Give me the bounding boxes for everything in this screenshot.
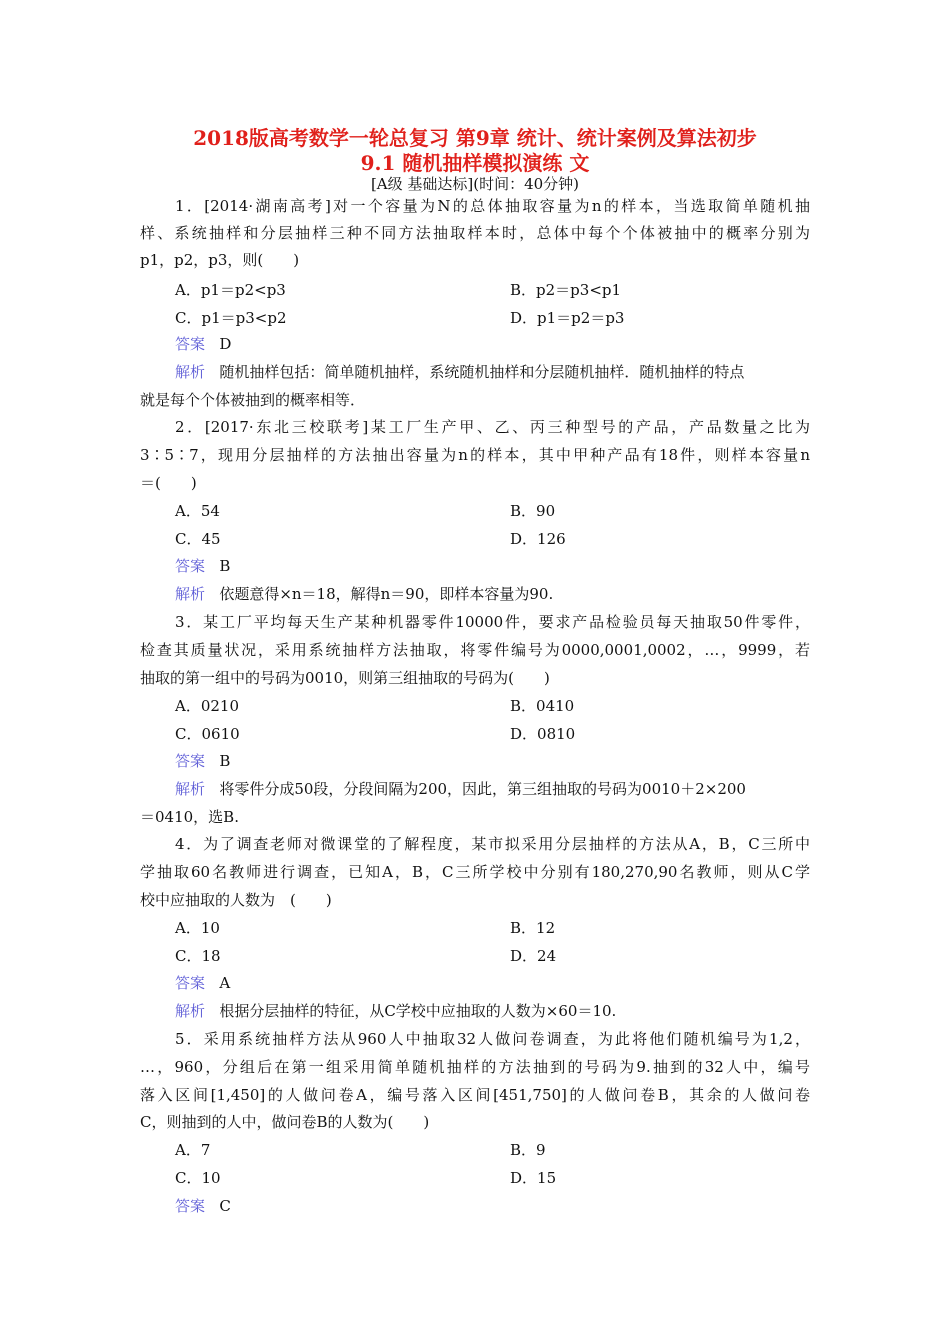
q2-option-d: D．126 — [510, 530, 566, 548]
q2-stem-line3: ＝( ) — [140, 474, 197, 492]
q3-option-a: A．0210 — [175, 697, 240, 715]
q4-answer-row — [175, 973, 230, 993]
q5-stem-line2: …，960，分组后在第一组采用简单随机抽样的方法抽到的号码为9.抽到的32人中，编号 — [140, 1058, 810, 1076]
q5-option-b: B．9 — [510, 1141, 546, 1159]
q4-option-a: A．10 — [175, 919, 220, 937]
q5-stem-line4: C，则抽到的人中，做问卷B的人数为( ) — [140, 1113, 430, 1131]
q3-option-c: C．0610 — [175, 725, 240, 743]
q5-option-d: D．15 — [510, 1169, 557, 1187]
q1-stem-line3: p1，p2，p3，则( ) — [140, 251, 300, 269]
q3-analysis-line2: ＝0410，选B. — [140, 808, 239, 826]
q2-analysis-row1 — [175, 584, 553, 604]
q5-stem-line3: 落入区间[1,450]的人做问卷A，编号落入区间[451,750]的人做问卷B，其余的人做问卷 — [140, 1086, 810, 1104]
q1-analysis-row1 — [175, 362, 810, 382]
q5-option-a: A．7 — [175, 1141, 211, 1159]
q3-stem-line3: 抽取的第一组中的号码为0010，则第三组抽取的号码为( ) — [140, 669, 550, 687]
analysis-label: 解析 — [175, 363, 206, 381]
q5-answer-row — [175, 1196, 231, 1216]
answer-label: 答案 — [175, 752, 206, 770]
q4-stem-line2: 学抽取60名教师进行调查，已知A，B，C三所学校中分别有180,270,90名教师，则从C学 — [140, 863, 810, 881]
q3-option-b: B．0410 — [510, 697, 575, 715]
q1-option-d: D．p1＝p2＝p3 — [510, 309, 625, 327]
q2-option-b: B．90 — [510, 502, 556, 520]
q3-answer-row — [175, 751, 230, 771]
q1-analysis-line1: 随机抽样包括：简单随机抽样，系统随机抽样和分层随机抽样．随机抽样的特点 — [219, 363, 745, 381]
section-subtitle: [A级 基础达标](时间：40分钟) — [370, 175, 580, 193]
q5-stem-line1: 5．采用系统抽样方法从960人中抽取32人做问卷调查，为此将他们随机编号为1,2， — [175, 1030, 810, 1048]
q5-answer: C — [219, 1197, 231, 1215]
q4-option-c: C．18 — [175, 947, 221, 965]
q1-option-c: C．p1＝p3<p2 — [175, 309, 287, 327]
q4-analysis-row1 — [175, 1001, 616, 1021]
answer-label: 答案 — [175, 335, 206, 353]
q4-stem-line3: 校中应抽取的人数为 ( ) — [140, 891, 332, 909]
q4-option-b: B．12 — [510, 919, 556, 937]
q3-answer: B — [219, 752, 231, 770]
doc-title-line2: 9.1 随机抽样模拟演练 文 — [360, 151, 590, 175]
q4-analysis-line1: 根据分层抽样的特征，从C学校中应抽取的人数为×60＝10. — [219, 1002, 617, 1020]
q4-option-d: D．24 — [510, 947, 557, 965]
q1-answer: D — [219, 335, 232, 353]
doc-title-line1: 2018版高考数学一轮总复习 第9章 统计、统计案例及算法初步 — [193, 126, 757, 150]
q4-stem-line1: 4．为了调查老师对微课堂的了解程度，某市拟采用分层抽样的方法从A，B，C三所中 — [175, 835, 810, 853]
q2-option-a: A．54 — [175, 502, 220, 520]
analysis-label: 解析 — [175, 780, 206, 798]
q1-option-b: B．p2＝p3<p1 — [510, 281, 622, 299]
analysis-label: 解析 — [175, 1002, 206, 1020]
q3-analysis-row1 — [175, 779, 810, 799]
q3-stem-line2: 检查其质量状况，采用系统抽样方法抽取，将零件编号为0000,0001,0002，…，9999，若 — [140, 641, 810, 659]
q5-option-c: C．10 — [175, 1169, 221, 1187]
answer-label: 答案 — [175, 1197, 206, 1215]
analysis-label: 解析 — [175, 585, 206, 603]
q1-stem-line2: 样、系统抽样和分层抽样三种不同方法抽取样本时，总体中每个个体被抽中的概率分别为 — [140, 224, 810, 242]
q2-stem-line2: 3∶5∶7，现用分层抽样的方法抽出容量为n的样本，其中甲种产品有18件，则样本容量n — [140, 446, 810, 464]
q3-analysis-line1: 将零件分成50段，分段间隔为200，因此，第三组抽取的号码为0010＋2×200 — [219, 780, 746, 798]
q2-analysis-line1: 依题意得×n＝18，解得n＝90，即样本容量为90. — [219, 585, 554, 603]
q2-answer: B — [219, 557, 231, 575]
answer-label: 答案 — [175, 974, 206, 992]
q1-analysis-line2: 就是每个个体被抽到的概率相等． — [140, 391, 366, 409]
q1-stem-line1: 1．[2014·湖南高考]对一个容量为N的总体抽取容量为n的样本，当选取简单随机抽 — [175, 197, 810, 215]
q1-option-a: A．p1＝p2<p3 — [175, 281, 286, 299]
q2-answer-row — [175, 556, 230, 576]
q2-option-c: C．45 — [175, 530, 221, 548]
q4-answer: A — [219, 974, 231, 992]
q2-stem-line1: 2．[2017·东北三校联考]某工厂生产甲、乙、丙三种型号的产品，产品数量之比为 — [175, 418, 810, 436]
q1-answer-row — [175, 334, 231, 354]
answer-label: 答案 — [175, 557, 206, 575]
q3-stem-line1: 3．某工厂平均每天生产某种机器零件10000件，要求产品检验员每天抽取50件零件， — [175, 613, 810, 631]
q3-option-d: D．0810 — [510, 725, 576, 743]
